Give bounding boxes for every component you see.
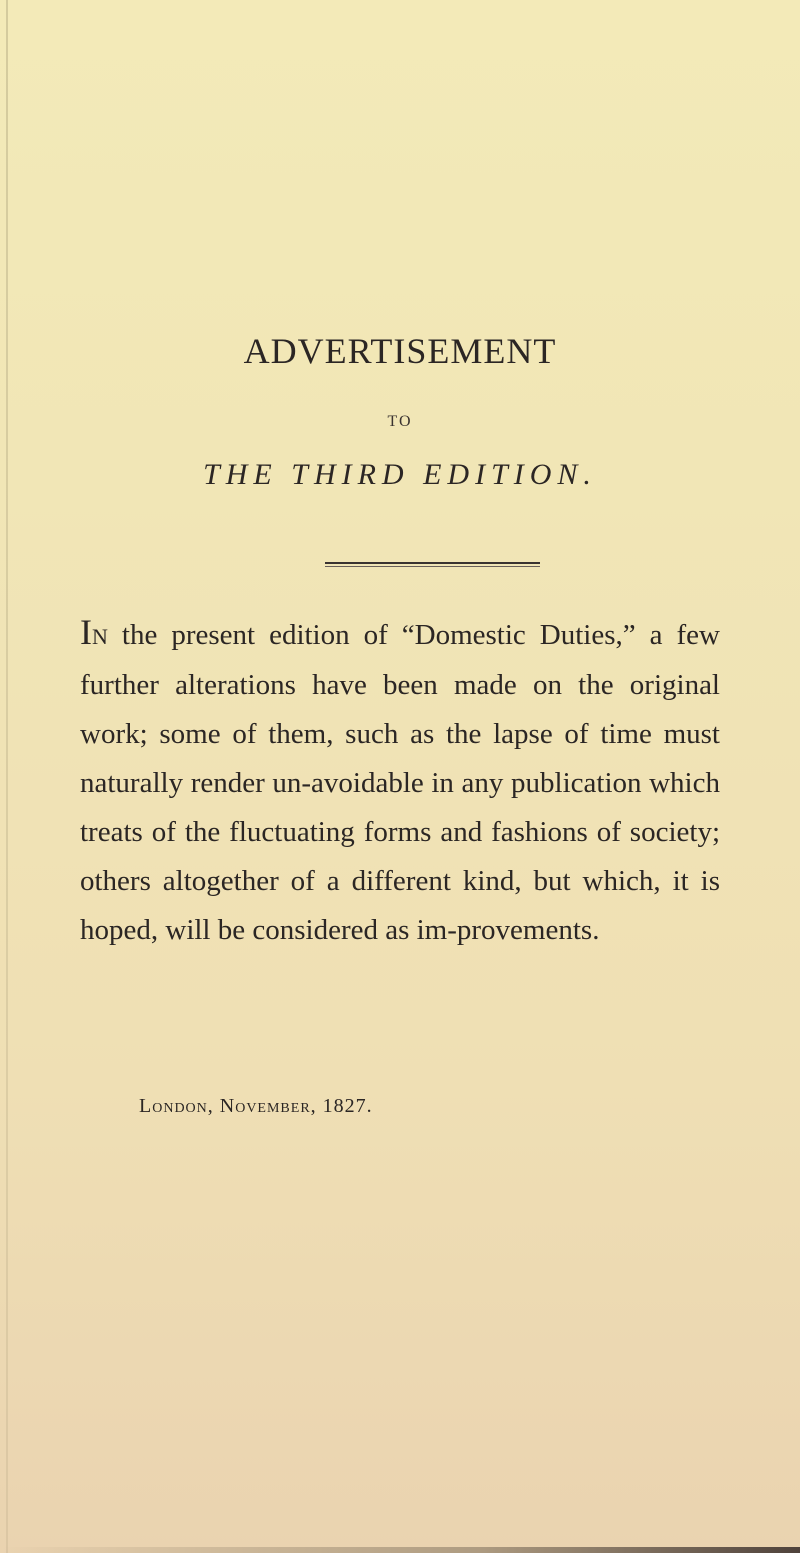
page-bottom-edge <box>0 1547 800 1553</box>
page-subtitle: THE THIRD EDITION. <box>203 458 597 491</box>
small-caps-lead: N <box>92 624 108 649</box>
page-title: ADVERTISEMENT <box>243 331 557 371</box>
body-paragraph <box>80 608 720 955</box>
title-connector: TO <box>387 413 413 430</box>
page-gutter-shadow <box>6 0 8 1553</box>
paragraph-text: the present edition of “Domestic Duties,” a few further alterations have been made on the original work; some of them, such as the lapse of time must naturally render un-avoidable in any publication which treats of the fluctuating forms and fashions of society; others altogether of a different kind, but which, it is hoped, will be considered as im-provements. <box>80 619 720 946</box>
decorative-rule <box>325 562 540 567</box>
drop-cap: I <box>80 612 92 652</box>
dateline: London, November, 1827. <box>139 1095 373 1117</box>
